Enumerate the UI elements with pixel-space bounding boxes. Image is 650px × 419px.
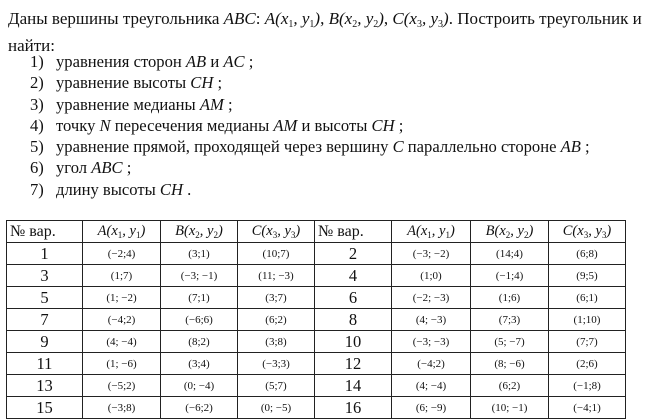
task-number: 7)	[30, 179, 44, 199]
intro-suffix: . Построить треугольник и найти:	[8, 9, 642, 55]
variant-number: 14	[315, 375, 392, 397]
vertex-b-value: (8;2)	[161, 331, 238, 353]
vertex-c-value: (6;8)	[549, 243, 626, 265]
vertex-b-value: (7;3)	[471, 309, 549, 331]
table-row	[7, 265, 626, 287]
task-math: AC	[223, 52, 245, 71]
variants-table	[6, 220, 626, 419]
triangle-name: ABC	[223, 9, 256, 28]
task-text: ;	[244, 52, 254, 71]
vertex-c-value: (6;2)	[238, 309, 315, 331]
vertex-c-value: (1;10)	[549, 309, 626, 331]
task-item	[30, 51, 590, 72]
vertex-a-value: (4; −4)	[83, 331, 161, 353]
vertex-a-value: (−2; −3)	[392, 287, 471, 309]
vertex-c-value: (2;6)	[549, 353, 626, 375]
variant-number: 11	[7, 353, 83, 375]
vertex-b-value: (7;1)	[161, 287, 238, 309]
task-text: параллельно стороне	[403, 137, 561, 157]
table-header-row	[7, 221, 626, 243]
vertex-c-value: (−3;3)	[238, 353, 315, 375]
task-text: уравнение прямой, проходящей через вершину	[56, 137, 393, 157]
vertex-c-value: (5;7)	[238, 375, 315, 397]
vertex-b-value: (−1;4)	[471, 265, 549, 287]
task-math: N	[99, 115, 111, 135]
task-item	[30, 157, 590, 178]
vertex-b-value: (3;4)	[161, 353, 238, 375]
task-math: AM	[199, 94, 224, 114]
task-math: AM	[273, 115, 298, 135]
vertex-b-value: (0; −4)	[161, 375, 238, 397]
task-text: длину высоты	[56, 179, 160, 199]
table-row	[7, 353, 626, 375]
header-vertex-c-2: $C(x_3$, $y_3$)	[549, 221, 626, 243]
vertex-c-value: (−4;1)	[549, 397, 626, 419]
task-list	[30, 51, 590, 200]
vertex-a-formula: $A(x_1$, $y_1$)	[264, 9, 321, 30]
task-text: уравнение медианы	[56, 94, 200, 114]
variant-number: 7	[7, 309, 83, 331]
task-number: 3)	[30, 94, 44, 114]
task-math: CH	[190, 73, 214, 93]
task-item	[30, 94, 590, 115]
vertex-c-value: (6;1)	[549, 287, 626, 309]
intro-prefix: Даны вершины треугольника	[8, 9, 220, 28]
task-math: C	[392, 137, 404, 157]
vertex-b-formula: $B(x_2$, $y_2$)	[328, 9, 384, 30]
header-vertex-c: $C(x_3$, $y_3$)	[238, 221, 315, 243]
vertex-b-value: (8; −6)	[471, 353, 549, 375]
vertex-b-value: (−6;6)	[161, 309, 238, 331]
task-text: уравнения сторон	[56, 52, 186, 71]
task-text: ;	[580, 137, 590, 157]
header-vertex-b: $B(x_2$, $y_2$)	[161, 221, 238, 243]
problem-statement	[8, 8, 644, 56]
vertex-a-value: (6; −9)	[392, 397, 471, 419]
table-row	[7, 397, 626, 419]
task-text: .	[182, 179, 192, 199]
variant-number: 1	[7, 243, 83, 265]
vertex-c-value: (7;7)	[549, 331, 626, 353]
task-text: угол	[56, 158, 92, 178]
task-number: 6)	[30, 158, 44, 178]
task-item	[30, 179, 590, 200]
variant-number: 12	[315, 353, 392, 375]
vertex-c-value: (11; −3)	[238, 265, 315, 287]
variant-number: 2	[315, 243, 392, 265]
table-row	[7, 375, 626, 397]
vertex-c-value: (10;7)	[238, 243, 315, 265]
vertex-a-value: (−3; −2)	[392, 243, 471, 265]
variant-number: 10	[315, 331, 392, 353]
task-number: 4)	[30, 115, 44, 135]
task-number: 2)	[30, 73, 44, 93]
table-row	[7, 243, 626, 265]
table-row	[7, 309, 626, 331]
vertex-b-value: (14;4)	[471, 243, 549, 265]
vertex-a-value: (−5;2)	[83, 375, 161, 397]
task-text: уравнение высоты	[56, 73, 191, 93]
task-text: точку	[56, 115, 100, 135]
task-text: и высоты	[297, 115, 372, 135]
variant-number: 15	[7, 397, 83, 419]
vertex-b-value: (−6;2)	[161, 397, 238, 419]
task-number: 5)	[30, 137, 44, 157]
task-item	[30, 115, 590, 136]
intro-sep-2: ,	[383, 9, 389, 28]
variant-number: 6	[315, 287, 392, 309]
task-text: ;	[213, 73, 223, 93]
vertex-a-value: (1;0)	[392, 265, 471, 287]
vertex-b-value: (1;6)	[471, 287, 549, 309]
vertex-a-value: (−3;8)	[83, 397, 161, 419]
vertex-c-formula: $C(x_3$, $y_3$)	[392, 9, 449, 30]
table-row	[7, 287, 626, 309]
task-item	[30, 136, 590, 157]
header-variant: № вар.	[7, 221, 83, 243]
vertex-c-value: (3;7)	[238, 287, 315, 309]
variant-number: 9	[7, 331, 83, 353]
vertex-a-value: (−4;2)	[83, 309, 161, 331]
header-variant-2: № вар.	[315, 221, 392, 243]
intro-colon: :	[255, 9, 261, 28]
header-vertex-a-2: $A(x_1$, $y_1$)	[392, 221, 471, 243]
task-math: CH	[371, 115, 395, 135]
vertex-b-value: (6;2)	[471, 375, 549, 397]
task-math: AB	[185, 52, 207, 71]
task-item	[30, 72, 590, 93]
vertex-a-value: (−3; −3)	[392, 331, 471, 353]
vertex-c-value: (3;8)	[238, 331, 315, 353]
table-body	[7, 243, 626, 419]
variant-number: 3	[7, 265, 83, 287]
task-text: ;	[223, 94, 233, 114]
table-row	[7, 331, 626, 353]
task-text: ;	[122, 158, 132, 178]
vertex-a-value: (−4;2)	[392, 353, 471, 375]
task-math: ABC	[91, 158, 123, 178]
vertex-c-value: (−1;8)	[549, 375, 626, 397]
vertex-b-value: (5; −7)	[471, 331, 549, 353]
variant-number: 4	[315, 265, 392, 287]
vertex-c-value: (9;5)	[549, 265, 626, 287]
vertex-b-value: (10; −1)	[471, 397, 549, 419]
vertex-a-value: (4; −4)	[392, 375, 471, 397]
task-text: ;	[394, 115, 404, 135]
variant-number: 16	[315, 397, 392, 419]
vertex-a-value: (1; −2)	[83, 287, 161, 309]
header-vertex-b-2: $B(x_2$, $y_2$)	[471, 221, 549, 243]
vertex-c-value: (0; −5)	[238, 397, 315, 419]
task-math: AB	[560, 137, 581, 157]
variant-number: 5	[7, 287, 83, 309]
task-text: пересечения медианы	[110, 115, 274, 135]
task-math: CH	[159, 179, 183, 199]
vertex-a-value: (1; −6)	[83, 353, 161, 375]
task-number: 1)	[30, 52, 44, 71]
vertex-a-value: (−2;4)	[83, 243, 161, 265]
variant-number: 8	[315, 309, 392, 331]
vertex-b-value: (3;1)	[161, 243, 238, 265]
task-text: и	[206, 52, 224, 71]
vertex-a-value: (1;7)	[83, 265, 161, 287]
vertex-b-value: (−3; −1)	[161, 265, 238, 287]
vertex-a-value: (4; −3)	[392, 309, 471, 331]
header-vertex-a: $A(x_1$, $y_1$)	[83, 221, 161, 243]
variant-number: 13	[7, 375, 83, 397]
intro-sep-1: ,	[320, 9, 325, 28]
